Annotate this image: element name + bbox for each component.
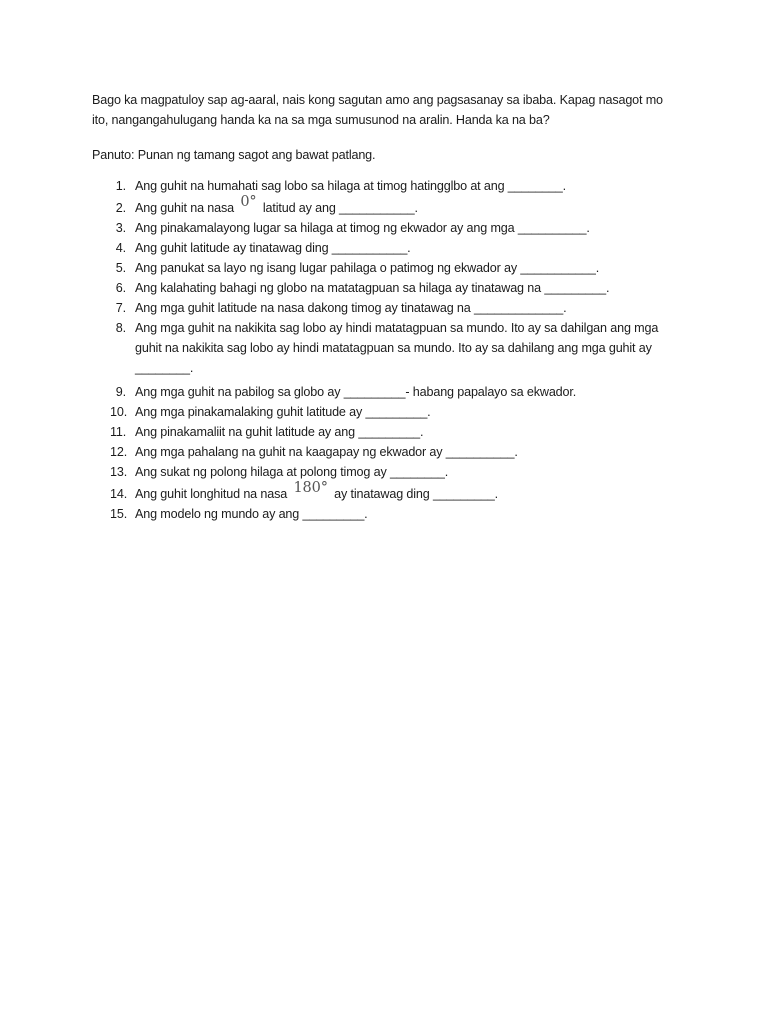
- item-text: Ang kalahating bahagi ng globo na matatagpuan sa hilaga ay tinatawag na _________.: [135, 281, 610, 295]
- list-item: [92, 176, 692, 196]
- list-item: [92, 194, 692, 218]
- item-text-line: Ang mga guhit na nakikita sag lobo ay hindi matatagpuan sa mundo. Ito ay sa dahilgan ang mga: [135, 321, 659, 335]
- item-text: Ang mga guhit na pabilog sa globo ay _________- habang papalayo sa ekwador.: [135, 385, 577, 399]
- list-item: [92, 238, 692, 258]
- item-text: Ang guhit latitude ay tinatawag ding ___________.: [135, 241, 411, 255]
- intro-paragraph: [92, 90, 692, 130]
- list-item: [92, 480, 692, 504]
- list-item: [92, 318, 692, 378]
- item-text-line: guhit na nakikita sag lobo ay hindi matatagpuan sa mundo. Ito ay sa dahilang ang mga guhit ay: [135, 341, 652, 355]
- question-list: [92, 176, 692, 524]
- item-number: 11.: [110, 425, 127, 439]
- list-item: [92, 258, 692, 278]
- item-text: Ang mga pinakamalaking guhit latitude ay _________.: [135, 405, 431, 419]
- instruction-text: Panuto: Punan ng tamang sagot ang bawat patlang.: [92, 148, 376, 162]
- item-number: 10.: [110, 405, 128, 419]
- list-item: [92, 218, 692, 238]
- list-item: [92, 504, 692, 524]
- item-text-before: Ang guhit longhitud na nasa: [135, 487, 288, 501]
- item-number: 13.: [110, 465, 128, 479]
- list-item: [92, 402, 692, 422]
- item-text: Ang pinakamaliit na guhit latitude ay ang _________.: [135, 425, 424, 439]
- item-text: Ang mga guhit latitude na nasa dakong timog ay tinatawag na _____________.: [135, 301, 567, 315]
- item-text-line: ________.: [135, 361, 194, 375]
- item-text: Ang modelo ng mundo ay ang _________.: [135, 507, 368, 521]
- item-number: 1.: [115, 179, 126, 193]
- item-number: 12.: [110, 445, 128, 459]
- list-item: [92, 298, 692, 318]
- item-text: Ang sukat ng polong hilaga at polong timog ay ________.: [135, 465, 449, 479]
- item-number: 14.: [110, 487, 128, 501]
- item-number: 4.: [115, 241, 126, 255]
- item-number: 6.: [115, 281, 126, 295]
- item-text: Ang guhit na humahati sag lobo sa hilaga at timog hatingglbo at ang ________.: [135, 179, 566, 193]
- item-text: Ang panukat sa layo ng isang lugar pahilaga o patimog ng ekwador ay ___________.: [135, 261, 600, 275]
- list-item: [92, 422, 692, 442]
- list-item: [92, 462, 692, 482]
- item-text: Ang mga pahalang na guhit na kaagapay ng ekwador ay __________.: [135, 445, 518, 459]
- worksheet-page: [92, 90, 692, 524]
- list-item: [92, 442, 692, 462]
- item-number: 7.: [115, 301, 126, 315]
- item-text-before: Ang guhit na nasa: [135, 201, 234, 215]
- item-number: 8.: [115, 321, 126, 335]
- item-number: 3.: [115, 221, 126, 235]
- item-number: 2.: [115, 201, 126, 215]
- item-text-after: latitud ay ang ___________.: [262, 201, 418, 215]
- degree-formula: 180°: [293, 480, 328, 496]
- list-item: [92, 278, 692, 298]
- list-item: [92, 382, 692, 402]
- degree-formula: 0°: [240, 194, 257, 210]
- intro-line: ito, nangangahulugang handa ka na sa mga sumusunod na aralin. Handa ka na ba?: [92, 113, 550, 127]
- item-text: Ang pinakamalayong lugar sa hilaga at timog ng ekwador ay ang mga __________.: [135, 221, 590, 235]
- intro-line: Bago ka magpatuloy sap ag-aaral, nais kong sagutan amo ang pagsasanay sa ibaba. Kapag nasagot mo: [92, 93, 663, 107]
- item-number: 15.: [110, 507, 128, 521]
- item-text-after: ay tinatawag ding _________.: [334, 487, 499, 501]
- item-number: 5.: [115, 261, 126, 275]
- item-number: 9.: [115, 385, 126, 399]
